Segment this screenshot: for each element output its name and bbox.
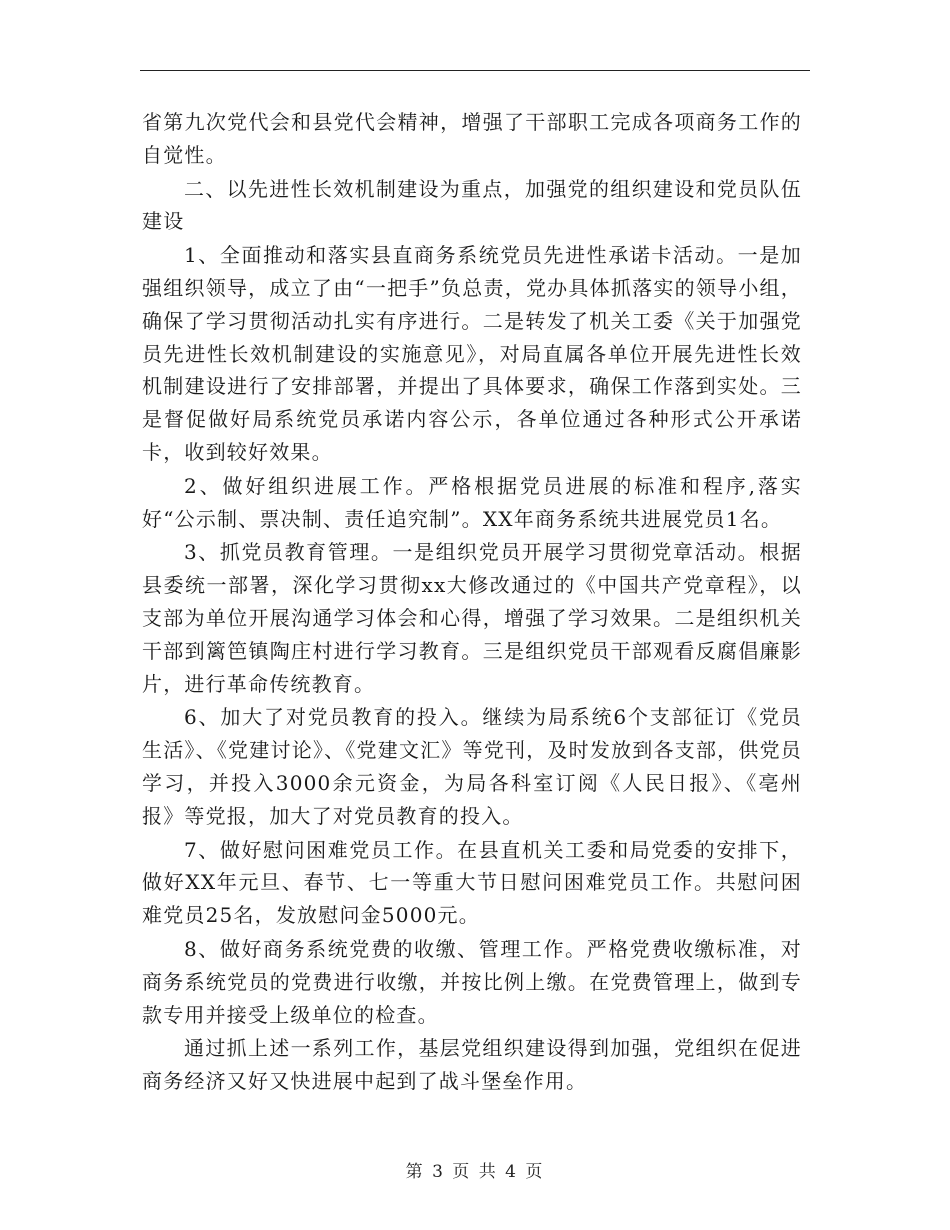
paragraph-item-1: 1、全面推动和落实县直商务系统党员先进性承诺卡活动。一是加强组织领导，成立了由“一把手”负总责，党办具体抓落实的领导小组，确保了学习贯彻活动扎实有序进行。二是转发了机关工委《关于加强党员先进性长效机制建设的实施意见》，对局直属各单位开展先进性长效机制建设进行了安排部署，并提出了具体要求，确保工作落到实处。三是督促做好局系统党员承诺内容公示，各单位通过各种形式公开承诺卡，收到较好效果。	[142, 243, 802, 464]
paragraph-item-3: 3、抓党员教育管理。一是组织党员开展学习贯彻党章活动。根据县委统一部署，深化学习贯彻xx大修改通过的《中国共产党章程》，以支部为单位开展沟通学习体会和心得，增强了学习效果。二是组织机关干部到篱笆镇陶庄村进行学习教育。三是组织党员干部观看反腐倡廉影片，进行革命传统教育。	[142, 540, 802, 696]
document-body	[142, 106, 802, 1099]
page-number: 第 3 页 共 4 页	[405, 1162, 545, 1182]
header-rule	[140, 70, 810, 71]
paragraph-item-2: 2、做好组织进展工作。严格根据党员进展的标准和程序,落实好“公示制、票决制、责任追究制”。XX年商务系统共进展党员1名。	[142, 473, 802, 531]
paragraph-item-7: 7、做好慰问困难党员工作。在县直机关工委和局党委的安排下，做好XX年元旦、春节、七一等重大节日慰问困难党员工作。共慰问困难党员25名，发放慰问金5000元。	[142, 837, 802, 928]
section-heading: 二、以先进性长效机制建设为重点，加强党的组织建设和党员队伍建设	[142, 176, 802, 234]
paragraph-1: 省第九次党代会和县党代会精神，增强了干部职工完成各项商务工作的自觉性。	[142, 110, 802, 167]
paragraph-item-6: 6、加大了对党员教育的投入。继续为局系统6个支部征订《党员生活》、《党建讨论》、《党建文汇》等党刊，及时发放到各支部，供党员学习，并投入3000余元资金，为局各科室订阅《人民日报》、《亳州报》等党报，加大了对党员教育的投入。	[142, 705, 802, 828]
paragraph-summary: 通过抓上述一系列工作，基层党组织建设得到加强，党组织在促进商务经济又好又快进展中起到了战斗堡垒作用。	[142, 1036, 802, 1094]
paragraph-item-8: 8、做好商务系统党费的收缴、管理工作。严格党费收缴标准，对商务系统党员的党费进行收缴，并按比例上缴。在党费管理上，做到专款专用并接受上级单位的检查。	[142, 936, 802, 1027]
